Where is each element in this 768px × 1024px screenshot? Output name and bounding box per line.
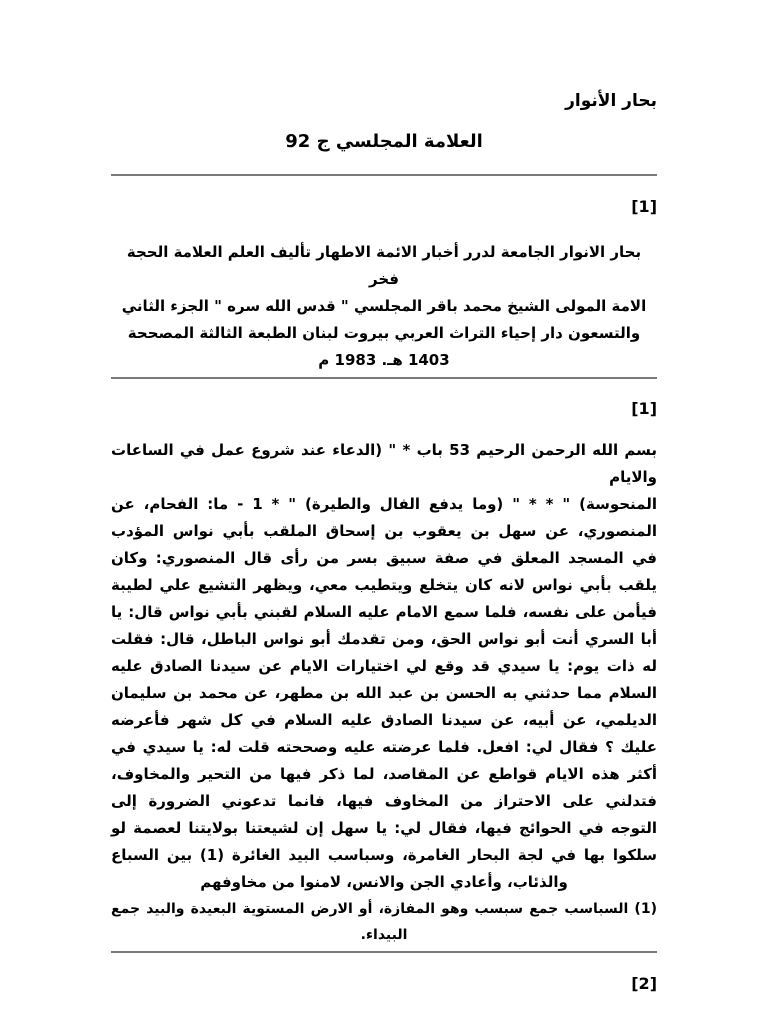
volume-title: العلامة المجلسي ج 92	[285, 131, 483, 152]
text-line: فيأمن على نفسه، فلما سمع الامام عليه السلام لقبني بأبي نواس قال: يا	[111, 603, 657, 621]
text-line: البيداء.	[360, 927, 408, 943]
text-line: في المسجد المعلق في صفة سبيق بسر من رأى قال المنصوري: وكان	[111, 549, 657, 567]
text-line: والذئاب، وأعادي الجن والانس، لامنوا من مخاوفهم	[200, 873, 568, 891]
text-line: المنحوسة) " * * " (وما يدفع الفال والطيرة) " * 1 - ما: الفحام، عن	[111, 495, 657, 513]
text-line: عليك ؟ فقال لي: افعل. فلما عرضته عليه وصححته قلت له: يا سيدي في	[111, 738, 657, 756]
text-line: له ذات يوم: يا سيدي قد وقع لي اختيارات الايام عن سيدنا الصادق عليه	[111, 657, 657, 675]
text-line: فتدلني على الاحتراز من المخاوف فيها، فانما تدعوني الضرورة إلى	[111, 792, 657, 810]
horizontal-divider	[111, 174, 657, 176]
text-line: المنصوري، عن سهل بن يعقوب بن إسحاق الملقب بأبي نواس المؤدب	[111, 522, 657, 540]
section-marker: [1]	[631, 197, 657, 216]
text-line: الامة المولى الشيخ محمد باقر المجلسي " قدس الله سره " الجزء الثاني	[121, 297, 647, 315]
text-line: سلكوا بها في لجة البحار الغامرة، وسباسب البيد الغائرة (1) بين السباع	[111, 846, 658, 864]
publication-paragraph	[111, 239, 657, 374]
text-line: بسم الله الرحمن الرحيم 53 باب * " (الدعاء عند شروع عمل في الساعات والايام	[111, 441, 658, 486]
horizontal-divider	[111, 377, 657, 379]
horizontal-divider	[111, 951, 657, 953]
text-line: الديلمي، عن أبيه، عن سيدنا الصادق عليه السلام في كل شهر فأعرضه	[111, 711, 657, 729]
text-line: (1) السباسب جمع سبسب وهو المفازة، أو الارض المستوية البعيدة والبيد جمع	[111, 901, 657, 917]
text-line: أبا السري أنت أبو نواس الحق، ومن تقدمك أبو نواس الباطل، قال: فقلت	[111, 630, 657, 648]
text-line: أكثر هذه الايام قواطع عن المقاصد، لما ذكر فيها من التحير والمخاوف،	[111, 765, 657, 783]
text-line: 1403 هـ. 1983 م	[318, 351, 450, 369]
page-content	[111, 0, 657, 994]
body-paragraph	[111, 437, 657, 896]
page-number-marker: [2]	[631, 974, 657, 993]
text-line: التوجه في الحوائج فيها، فقال لي: يا سهل إن لشيعتنا بولايتنا لعصمة لو	[111, 819, 657, 837]
section-marker: [1]	[631, 399, 657, 418]
text-line: يلقب بأبي نواس لانه كان يتخلع ويتطيب معي، ويظهر التشيع علي لطيبة	[111, 576, 657, 594]
footnote-paragraph	[111, 896, 657, 948]
book-title: بحار الأنوار	[565, 91, 657, 111]
text-line: بحار الانوار الجامعة لدرر أخبار الائمة الاطهار تأليف العلم العلامة الحجة فخر	[126, 243, 642, 288]
text-line: والتسعون دار إحياء التراث العربي بيروت لبنان الطبعة الثالثة المصححة	[127, 324, 641, 342]
text-line: السلام مما حدثني به الحسن بن عبد الله بن مطهر، عن محمد بن سليمان	[111, 684, 657, 702]
